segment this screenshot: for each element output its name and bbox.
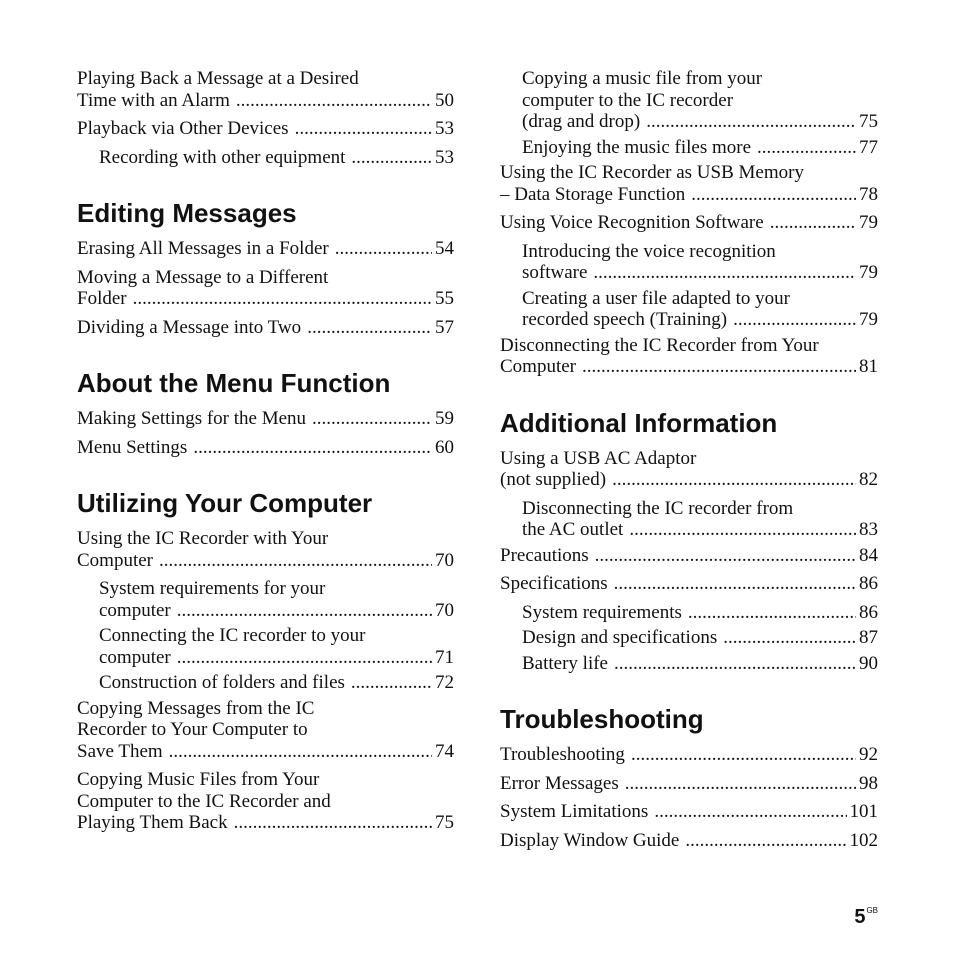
toc-entry-line [99,147,454,169]
toc-entry [77,528,454,571]
toc-entry-title: Save Them [77,740,163,762]
dot-leader [770,212,856,234]
section-title-additional-information: Additional Information [500,407,778,438]
toc-entry-line [99,672,454,694]
dot-leader [614,653,856,675]
toc-entry-line [522,602,878,624]
toc-page-number: 72 [435,672,454,693]
toc-entry-title: Design and specifications [522,627,718,648]
toc-entry-line [77,437,454,459]
toc-subentry [77,625,454,668]
toc-entry-title: Using Voice Recognition Software [500,212,764,233]
toc-entry-line [500,469,878,491]
toc-page-number: 82 [859,469,878,490]
toc-entry [77,408,454,430]
dot-leader [691,184,856,206]
toc-page-number: 90 [859,652,878,674]
toc-page-number: 86 [859,573,878,594]
toc-entry-title: Error Messages [500,772,619,794]
toc-entry [77,769,454,834]
toc-page-number: 74 [435,740,454,762]
toc-page-number: 50 [435,89,454,111]
toc-entry-title-line: Connecting the IC recorder to your [99,625,366,646]
toc-entry-line [500,212,878,234]
toc-entry-title: Making Settings for the Menu [77,408,307,429]
toc-entry-line [500,744,878,766]
dot-leader [335,238,432,260]
toc-entry-title: (drag and drop) [522,111,641,132]
toc-entry [500,573,878,595]
toc-entry-line [522,111,878,133]
toc-entry-line [500,801,878,823]
toc-entry-title: System Limitations [500,801,649,822]
toc-list [500,448,878,675]
toc-entry-title: Playing Them Back [77,812,228,833]
section-title-utilizing-computer: Utilizing Your Computer [77,488,373,518]
toc-entry [77,68,454,111]
toc-entry-line [77,288,454,310]
dot-leader [177,647,432,669]
toc-entry-title: Time with an Alarm [77,89,230,111]
toc-entry-title: Dividing a Message into Two [77,316,302,338]
toc-list [77,238,454,338]
toc-entry-line [522,519,878,541]
toc-subentry [500,498,878,541]
toc-entry-line [522,262,878,284]
toc-page-number: 84 [859,544,878,566]
toc-entry-title: recorded speech (Training) [522,309,728,330]
toc-entry-title-line: Moving a Message to a Different [77,266,329,288]
page-number [854,906,878,929]
toc-entry-title-line: Copying a music file from your [522,68,763,89]
dot-leader [295,118,432,140]
dot-leader [631,744,856,766]
section-title-troubleshooting: Troubleshooting [500,704,704,734]
toc-subentry [500,602,878,624]
toc-entry-title: Construction of folders and files [99,672,345,693]
toc-page-number: 70 [435,549,454,571]
toc-entry-line [77,317,454,339]
dot-leader [654,801,846,823]
dot-leader [236,90,432,112]
toc-entry-line [77,118,454,140]
toc-entry-title: Folder [77,288,127,309]
toc-entry-title: Enjoying the music files more [522,136,752,158]
toc-entry-title-line: Playing Back a Message at a Desired [77,68,359,89]
toc-entry-title: Precautions [500,544,589,566]
toc-entry-line [522,137,878,159]
dot-leader [133,288,432,310]
toc-page-number: 70 [435,599,454,621]
toc-entry-line [522,653,878,675]
toc-page-number: 83 [859,519,878,540]
toc-entry-title-line: Using the IC Recorder with Your [77,528,329,549]
toc-page-number: 60 [435,436,454,458]
toc-entry [77,437,454,459]
dot-leader [312,408,432,430]
toc-entry-title: – Data Storage Function [500,183,686,205]
toc-entry-title: (not supplied) [500,469,607,490]
toc-entry-title-line: Disconnecting the IC Recorder from Your [500,334,819,356]
toc-entry-title-line: Using the IC Recorder as USB Memory [500,162,804,183]
toc-page-number: 79 [859,212,878,233]
toc-left-column [77,68,454,841]
region-code: GB [866,906,878,915]
toc-page-number: 53 [435,118,454,139]
toc-entry-line [500,573,878,595]
dot-leader [234,812,432,834]
toc-entry-title: Erasing All Messages in a Folder [77,238,329,259]
dot-leader [646,111,856,133]
toc-entry-line [77,238,454,260]
toc-entry [77,118,454,140]
dot-leader [582,356,856,378]
toc-page-number: 78 [859,183,878,205]
toc-subentry [500,68,878,133]
toc-entry [77,238,454,260]
toc-entry-title: Battery life [522,652,608,674]
toc-entry-title-line: Recorder to Your Computer to [77,719,308,740]
toc-subentry [500,627,878,649]
section-title-editing-messages: Editing Messages [77,198,297,228]
toc-page-number: 59 [435,408,454,429]
toc-entry-title: Menu Settings [77,436,188,458]
toc-entry [500,545,878,567]
toc-entry-title: Computer [500,356,576,377]
toc-page-number: 54 [435,238,454,259]
toc-entry-line [77,550,454,572]
toc-page-number: 87 [859,627,878,648]
toc-page-number: 55 [435,288,454,309]
dot-leader [351,672,432,694]
dot-leader [612,469,856,491]
dot-leader [351,147,432,169]
toc-list [77,528,454,834]
toc-page-number: 75 [859,111,878,132]
dot-leader [159,550,432,572]
toc-entry [77,317,454,339]
dot-leader [688,602,856,624]
toc-page-number: 53 [435,146,454,168]
toc-entry-line [77,90,454,112]
toc-page-number: 57 [435,316,454,338]
toc-list [500,68,878,378]
toc-page-number: 101 [849,801,878,822]
toc-entry-line [500,184,878,206]
toc-entry-title: System requirements [522,601,682,623]
dot-leader [757,137,856,159]
toc-entry [500,773,878,795]
toc-entry-title: computer [99,599,171,621]
dot-leader [625,773,856,795]
toc-entry [500,801,878,823]
toc-entry-title: Display Window Guide [500,829,680,851]
toc-entry-title-line: Copying Messages from the IC [77,697,315,719]
toc-page-number: 102 [849,829,878,851]
toc-subentry [500,288,878,331]
toc-entry-line [77,408,454,430]
dot-leader [733,309,856,331]
toc-entry [77,267,454,310]
toc-entry-line [77,741,454,763]
toc-entry-title-line: Creating a user file adapted to your [522,287,791,309]
dot-leader [595,545,856,567]
toc-entry [500,744,878,766]
toc-entry-line [500,830,878,852]
dot-leader [593,262,856,284]
toc-entry-title: Recording with other equipment [99,146,346,168]
toc-entry [500,335,878,378]
toc-list [500,744,878,851]
page-number-value: 5 [854,906,866,928]
toc-right-column [500,68,878,858]
toc-page-number: 77 [859,136,878,158]
toc-entry [500,448,878,491]
dot-leader [685,830,846,852]
toc-entry-line [77,812,454,834]
toc-entry-title: Specifications [500,573,608,594]
toc-page-number: 98 [859,772,878,794]
toc-entry [500,830,878,852]
dot-leader [169,741,432,763]
toc-entry-title: Troubleshooting [500,744,625,765]
toc-entry-title: software [522,262,588,283]
toc-page-number: 75 [435,812,454,833]
dot-leader [193,437,432,459]
toc-entry-title-line: Using a USB AC Adaptor [500,447,697,469]
dot-leader [629,519,856,541]
toc-subentry [500,653,878,675]
toc-subentry [500,241,878,284]
toc-page-number: 79 [859,309,878,330]
toc-entry-line [500,356,878,378]
dot-leader [177,600,432,622]
toc-entry-title-line: Disconnecting the IC recorder from [522,497,794,519]
toc-entry-title-line: System requirements for your [99,578,326,599]
toc-entry [500,162,878,205]
dot-leader [307,317,432,339]
toc-subentry [77,578,454,621]
toc-subentry [77,672,454,694]
toc-page-number: 86 [859,601,878,623]
section-title-menu-function: About the Menu Function [77,368,391,398]
toc-entry-title: the AC outlet [522,519,624,540]
toc-entry-title-line: computer to the IC recorder [522,89,734,111]
toc-entry-title: Computer [77,549,153,571]
toc-list [77,408,454,458]
toc-entry-title: computer [99,646,171,668]
toc-entry-title-line: Copying Music Files from Your [77,769,320,790]
toc-list [77,68,454,168]
toc-entry-title-line: Computer to the IC Recorder and [77,790,331,812]
toc-entry [77,698,454,763]
toc-entry-line [522,309,878,331]
dot-leader [614,573,856,595]
toc-entry-line [99,647,454,669]
toc-entry-title-line: Introducing the voice recognition [522,240,776,262]
toc-page-number: 81 [859,356,878,377]
dot-leader [723,627,856,649]
toc-subentry [500,137,878,159]
toc-page-number: 79 [859,262,878,283]
toc-entry-line [500,773,878,795]
toc-entry-line [522,627,878,649]
toc-page-number: 92 [859,744,878,765]
toc-entry-line [500,545,878,567]
toc-entry-title: Playback via Other Devices [77,118,289,139]
toc-entry-line [99,600,454,622]
toc-subentry [77,147,454,169]
toc-entry [500,212,878,234]
toc-page-number: 71 [435,646,454,668]
